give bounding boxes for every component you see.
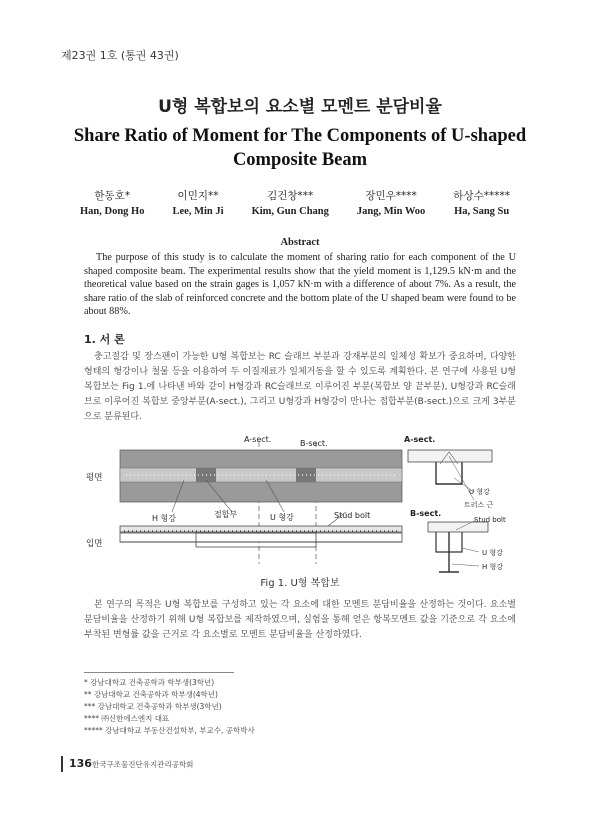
abstract-heading: Abstract	[280, 237, 320, 248]
author-name-english: Jang, Min Woo	[356, 206, 426, 217]
journal-name: 한국구조물진단유지관리공학회	[92, 760, 194, 769]
b-detail-u-arrow	[462, 548, 479, 552]
body-paragraph: 본 연구의 목적은 U형 복합보를 구성하고 있는 각 요소에 대한 모멘트 분담비율을 산정하는 것이다. 요소별 분담비율을 산정하기 위해 U형 복합보를 제작하였으며, 실험을 통해 얻은 항복모멘트 값을 기준으로 각 요소에 부착된 변형률 값을 근거로 각 요소별로 모멘트 분담비율을 산정하였다.	[84, 600, 516, 640]
footnote: *** 강남대학교 건축공학과 학부생(3학년)	[84, 702, 222, 711]
author-name-english: Ha, Sang Su	[454, 206, 510, 217]
author	[357, 188, 425, 220]
stud-bolt-label: Stud bolt	[334, 511, 371, 520]
u-beam-label: U 형강	[270, 513, 294, 522]
footnote: ***** 강남대학교 부동산건설학부, 부교수, 공학박사	[84, 726, 255, 735]
author	[453, 188, 510, 220]
abstract-text: The purpose of this study is to calculate the moment of sharing ratio for each component of the U shaped composite beam. The experimental results show that the yield moment is 1,129.5 kN·m and the theoretical value based on the strain gages is 1,057 kN·m with a difference of about 7%. As a result, the share ratio of the slab of reinforced concrete and the bottom plate of the U shaped beam were found to be about 88%.	[84, 252, 516, 318]
a-sect-label: A-sect.	[244, 435, 272, 444]
title-english: Share Ratio of Moment for The Components of U-shaped Composite Beam	[73, 126, 527, 170]
author-name-english: Lee, Min Ji	[172, 206, 224, 217]
a-detail-slab	[408, 450, 492, 462]
joint-label: 접합부	[214, 510, 238, 519]
a-sect-detail-label: A-sect.	[404, 435, 436, 444]
author	[80, 188, 144, 220]
author-name-korean: 장민우****	[365, 190, 417, 202]
page-number-bar	[61, 756, 63, 772]
author-name-korean: 김건창***	[267, 190, 314, 202]
elevation-label: 입면	[86, 539, 103, 549]
section-heading: 1. 서 론	[84, 333, 125, 346]
author	[252, 188, 329, 220]
author-name-english: Han, Dong Ho	[80, 206, 145, 217]
b-sect-detail-label: B-sect.	[410, 509, 442, 518]
footnotes	[84, 677, 255, 737]
author	[173, 188, 224, 220]
a-detail-truss-label: 트러스 근	[464, 501, 494, 509]
author-name-english: Kim, Gun Chang	[251, 206, 329, 217]
b-detail-h-arrow	[452, 564, 479, 566]
b-detail-stud-label: Stud bolt	[474, 516, 506, 524]
figure-caption: Fig 1. U형 복합보	[260, 578, 340, 589]
footnote: * 강남대학교 건축공학과 학부생(3학년)	[84, 678, 215, 687]
volume-info: 제23권 1호 (통권 43권)	[61, 49, 179, 62]
footnote: ** 강남대학교 건축공학과 학부생(4학년)	[84, 690, 218, 699]
a-detail-u-label: U 형강	[469, 488, 490, 496]
b-sect-label: B-sect.	[300, 439, 328, 448]
figure-u-composite-beam	[84, 434, 516, 574]
elevation-beam	[120, 533, 402, 542]
author-name-korean: 이민지**	[177, 190, 219, 202]
page-number: 136	[69, 757, 92, 770]
b-detail-h-label: H 형강	[482, 563, 504, 571]
footnote: **** ㈜신한에스엔지 대표	[84, 714, 170, 723]
author-name-korean: 하상수*****	[453, 190, 510, 202]
plan-label: 평면	[86, 473, 103, 483]
body-paragraph: 충고절감 및 장스팬이 가능한 U형 복합보는 RC 슬래브 부분과 강재부분의 일체성 확보가 중요하며, 다양한 형태의 형강이나 철물 등을 이용하여 두 이질재료가 일체거동을 할 수 있도록 계획한다. 본 연구에 사용된 U형 복합보는 Fig 1.에 나타낸 바와 같이 H형강과 RC슬래브로 이루어진 부분(복합보 양 끝부분), U형강과 RC슬래브로 이루어진 복합보 중앙부분(A-sect.), 그리고 U형강과 H형강이 만나는 접합부분(B-sect.)으로 크게 3부분으로 분류된다.	[84, 352, 516, 422]
author-list	[80, 188, 510, 220]
footnote-divider	[84, 672, 234, 673]
author-name-korean: 한동호*	[94, 190, 131, 202]
title-korean: U형 복합보의 요소별 모멘트 분담비율	[158, 97, 442, 117]
b-detail-u-label: U 형강	[482, 549, 503, 557]
h-beam-label: H 형강	[152, 514, 177, 523]
